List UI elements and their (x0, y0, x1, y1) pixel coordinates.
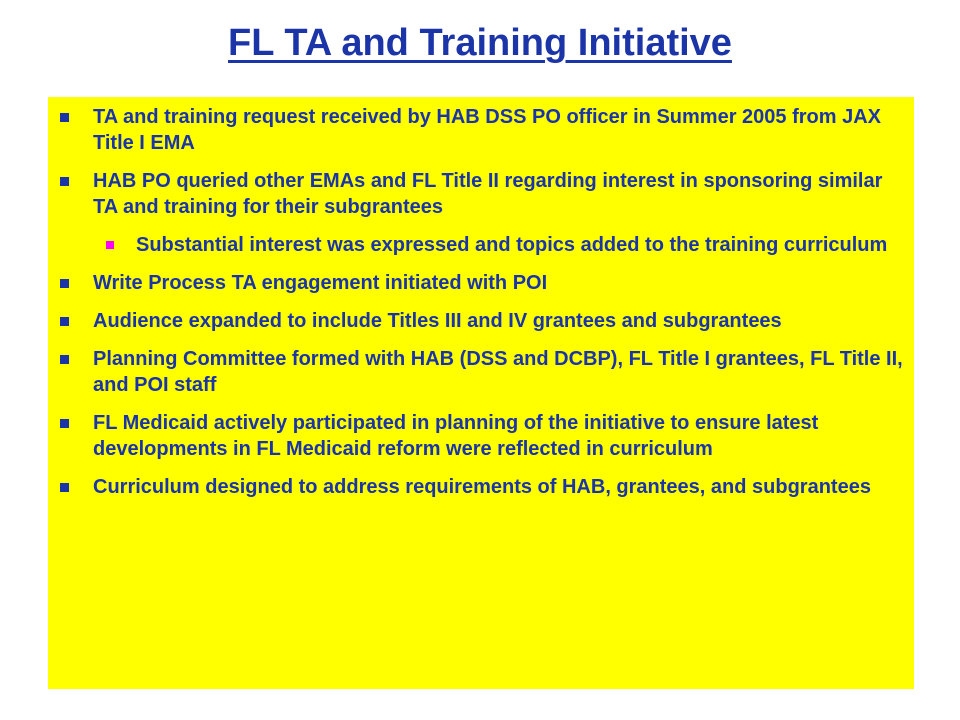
square-bullet-icon (60, 177, 69, 186)
bullet-item (60, 104, 910, 156)
bullet-text: Write Process TA engagement initiated with POI (93, 272, 548, 294)
bullet-text: Planning Committee formed with HAB (DSS and DCBP), FL Title I grantees, FL Title II, and POI staff (93, 348, 903, 396)
bullet-text: HAB PO queried other EMAs and FL Title II regarding interest in sponsoring similar TA and training for their subgrantees (93, 170, 883, 218)
bullet-item (60, 270, 910, 296)
bullet-item (60, 410, 910, 462)
square-bullet-icon (60, 317, 69, 326)
content-box (48, 97, 914, 689)
square-bullet-icon (60, 419, 69, 428)
bullet-text: Audience expanded to include Titles III and IV grantees and subgrantees (93, 310, 782, 332)
bullet-item (60, 168, 910, 220)
square-bullet-icon (60, 113, 69, 122)
bullet-text: TA and training request received by HAB DSS PO officer in Summer 2005 from JAX Title I EMA (93, 106, 881, 154)
bullet-text: FL Medicaid actively participated in planning of the initiative to ensure latest developments in FL Medicaid reform were reflected in curriculum (93, 412, 819, 460)
sub-bullet-item (106, 232, 910, 258)
square-bullet-icon (60, 483, 69, 492)
sub-bullet-text: Substantial interest was expressed and topics added to the training curriculum (136, 234, 888, 256)
square-sub-bullet-icon (106, 241, 114, 249)
bullet-item (60, 308, 910, 334)
bullet-item (60, 474, 910, 500)
square-bullet-icon (60, 279, 69, 288)
slide-title: FL TA and Training Initiative (228, 22, 732, 64)
bullet-text: Curriculum designed to address requirements of HAB, grantees, and subgrantees (93, 476, 871, 498)
bullet-item (60, 346, 910, 398)
square-bullet-icon (60, 355, 69, 364)
